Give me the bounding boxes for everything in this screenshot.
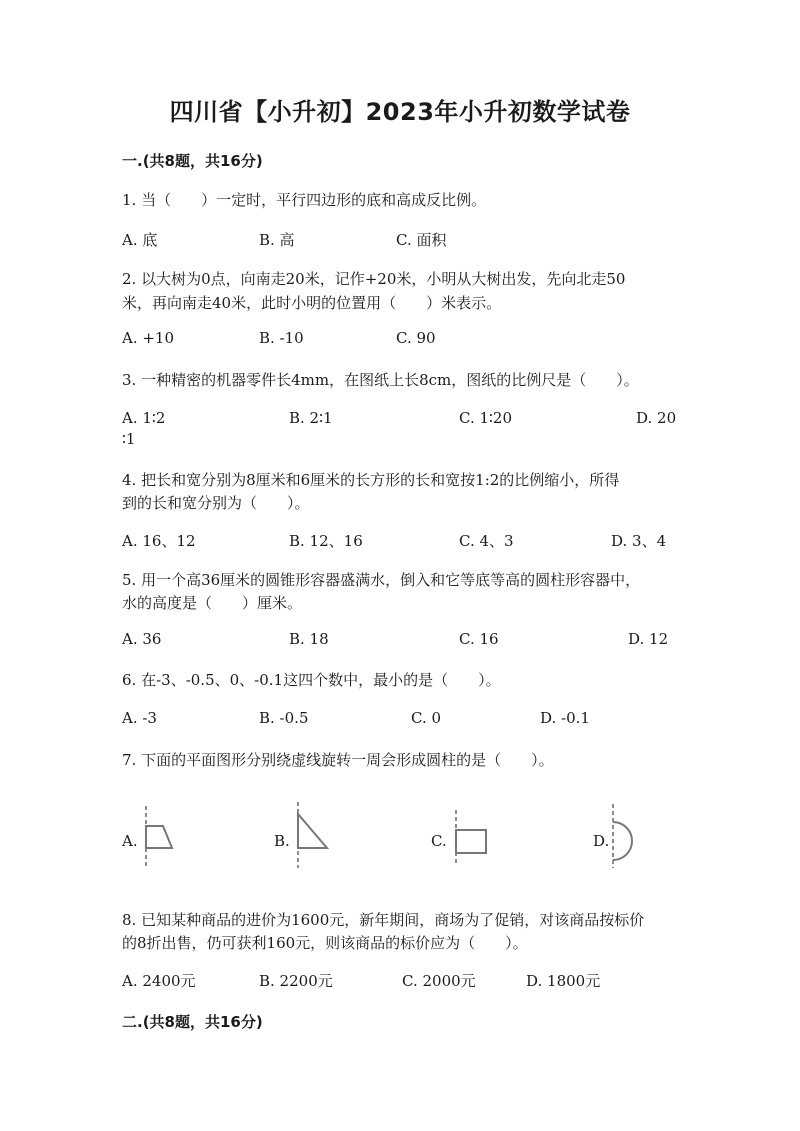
q5-option-b: B. 18 bbox=[289, 630, 329, 648]
q5-option-a: A. 36 bbox=[122, 630, 162, 648]
q6-option-a: A. -3 bbox=[122, 709, 157, 727]
q8-option-a: A. 2400元 bbox=[122, 972, 196, 990]
q4-option-d: D. 3、4 bbox=[611, 532, 667, 550]
question-4-line-2: 到的长和宽分别为（ ）。 bbox=[122, 494, 310, 512]
q3-option-b: B. 2∶1 bbox=[289, 409, 333, 427]
section-heading-1: 一.(共8题，共16分) bbox=[122, 152, 263, 170]
question-1-text: 1. 当（ ）一定时，平行四边形的底和高成反比例。 bbox=[122, 191, 487, 209]
q5-option-d: D. 12 bbox=[628, 630, 669, 648]
q2-option-b: B. -10 bbox=[259, 329, 304, 347]
q7-option-c: C. bbox=[431, 832, 447, 850]
q3-option-d-wrap: ∶1 bbox=[122, 430, 136, 448]
q5-option-c: C. 16 bbox=[459, 630, 499, 648]
q3-option-c: C. 1∶20 bbox=[459, 409, 513, 427]
q1-option-a: A. 底 bbox=[122, 231, 158, 249]
q1-option-b: B. 高 bbox=[259, 231, 295, 249]
q7-option-b: B. bbox=[274, 832, 290, 850]
q3-option-a: A. 1∶2 bbox=[122, 409, 166, 427]
q8-option-b: B. 2200元 bbox=[259, 972, 333, 990]
q6-option-c: C. 0 bbox=[411, 709, 442, 727]
q8-option-c: C. 2000元 bbox=[402, 972, 476, 990]
q7-option-a: A. bbox=[122, 832, 138, 850]
question-2-line-1: 2. 以大树为0点，向南走20米，记作+20米，小明从大树出发，先向北走50 bbox=[122, 270, 626, 288]
question-8-line-1: 8. 已知某种商品的进价为1600元，新年期间，商场为了促销，对该商品按标价 bbox=[122, 911, 645, 929]
q4-option-b: B. 12、16 bbox=[289, 532, 363, 550]
question-5-line-1: 5. 用一个高36厘米的圆锥形容器盛满水，倒入和它等底等高的圆柱形容器中， bbox=[122, 571, 641, 589]
q3-option-d: D. 20 bbox=[636, 409, 677, 427]
question-4-line-1: 4. 把长和宽分别为8厘米和6厘米的长方形的长和宽按1:2的比例缩小，所得 bbox=[122, 471, 620, 489]
trapezoid-shape-icon bbox=[138, 806, 178, 868]
question-3-text: 3. 一种精密的机器零件长4mm，在图纸上长8cm，图纸的比例尺是（ ）。 bbox=[122, 371, 639, 389]
q1-option-c: C. 面积 bbox=[396, 231, 447, 249]
question-2-line-2: 米，再向南走40米，此时小明的位置用（ ）米表示。 bbox=[122, 294, 502, 312]
q2-option-c: C. 90 bbox=[396, 329, 436, 347]
q7-option-d: D. bbox=[593, 832, 610, 850]
q4-option-c: C. 4、3 bbox=[459, 532, 514, 550]
rectangle-shape-icon bbox=[448, 810, 492, 866]
page-title: 四川省【小升初】2023年小升初数学试卷 bbox=[169, 98, 631, 126]
question-7-text: 7. 下面的平面图形分别绕虚线旋转一周会形成圆柱的是（ ）。 bbox=[122, 751, 554, 769]
q6-option-d: D. -0.1 bbox=[540, 709, 590, 727]
q4-option-a: A. 16、12 bbox=[122, 532, 196, 550]
semicircle-shape-icon bbox=[605, 804, 641, 868]
question-8-line-2: 的8折出售，仍可获利160元，则该商品的标价应为（ ）。 bbox=[122, 934, 528, 952]
q6-option-b: B. -0.5 bbox=[259, 709, 309, 727]
q8-option-d: D. 1800元 bbox=[526, 972, 601, 990]
question-6-text: 6. 在-3、-0.5、0、-0.1这四个数中，最小的是（ ）。 bbox=[122, 671, 501, 689]
section-heading-2: 二.(共8题，共16分) bbox=[122, 1013, 263, 1031]
triangle-shape-icon bbox=[290, 802, 335, 868]
q2-option-a: A. +10 bbox=[122, 329, 175, 347]
question-5-line-2: 水的高度是（ ）厘米。 bbox=[122, 594, 303, 612]
